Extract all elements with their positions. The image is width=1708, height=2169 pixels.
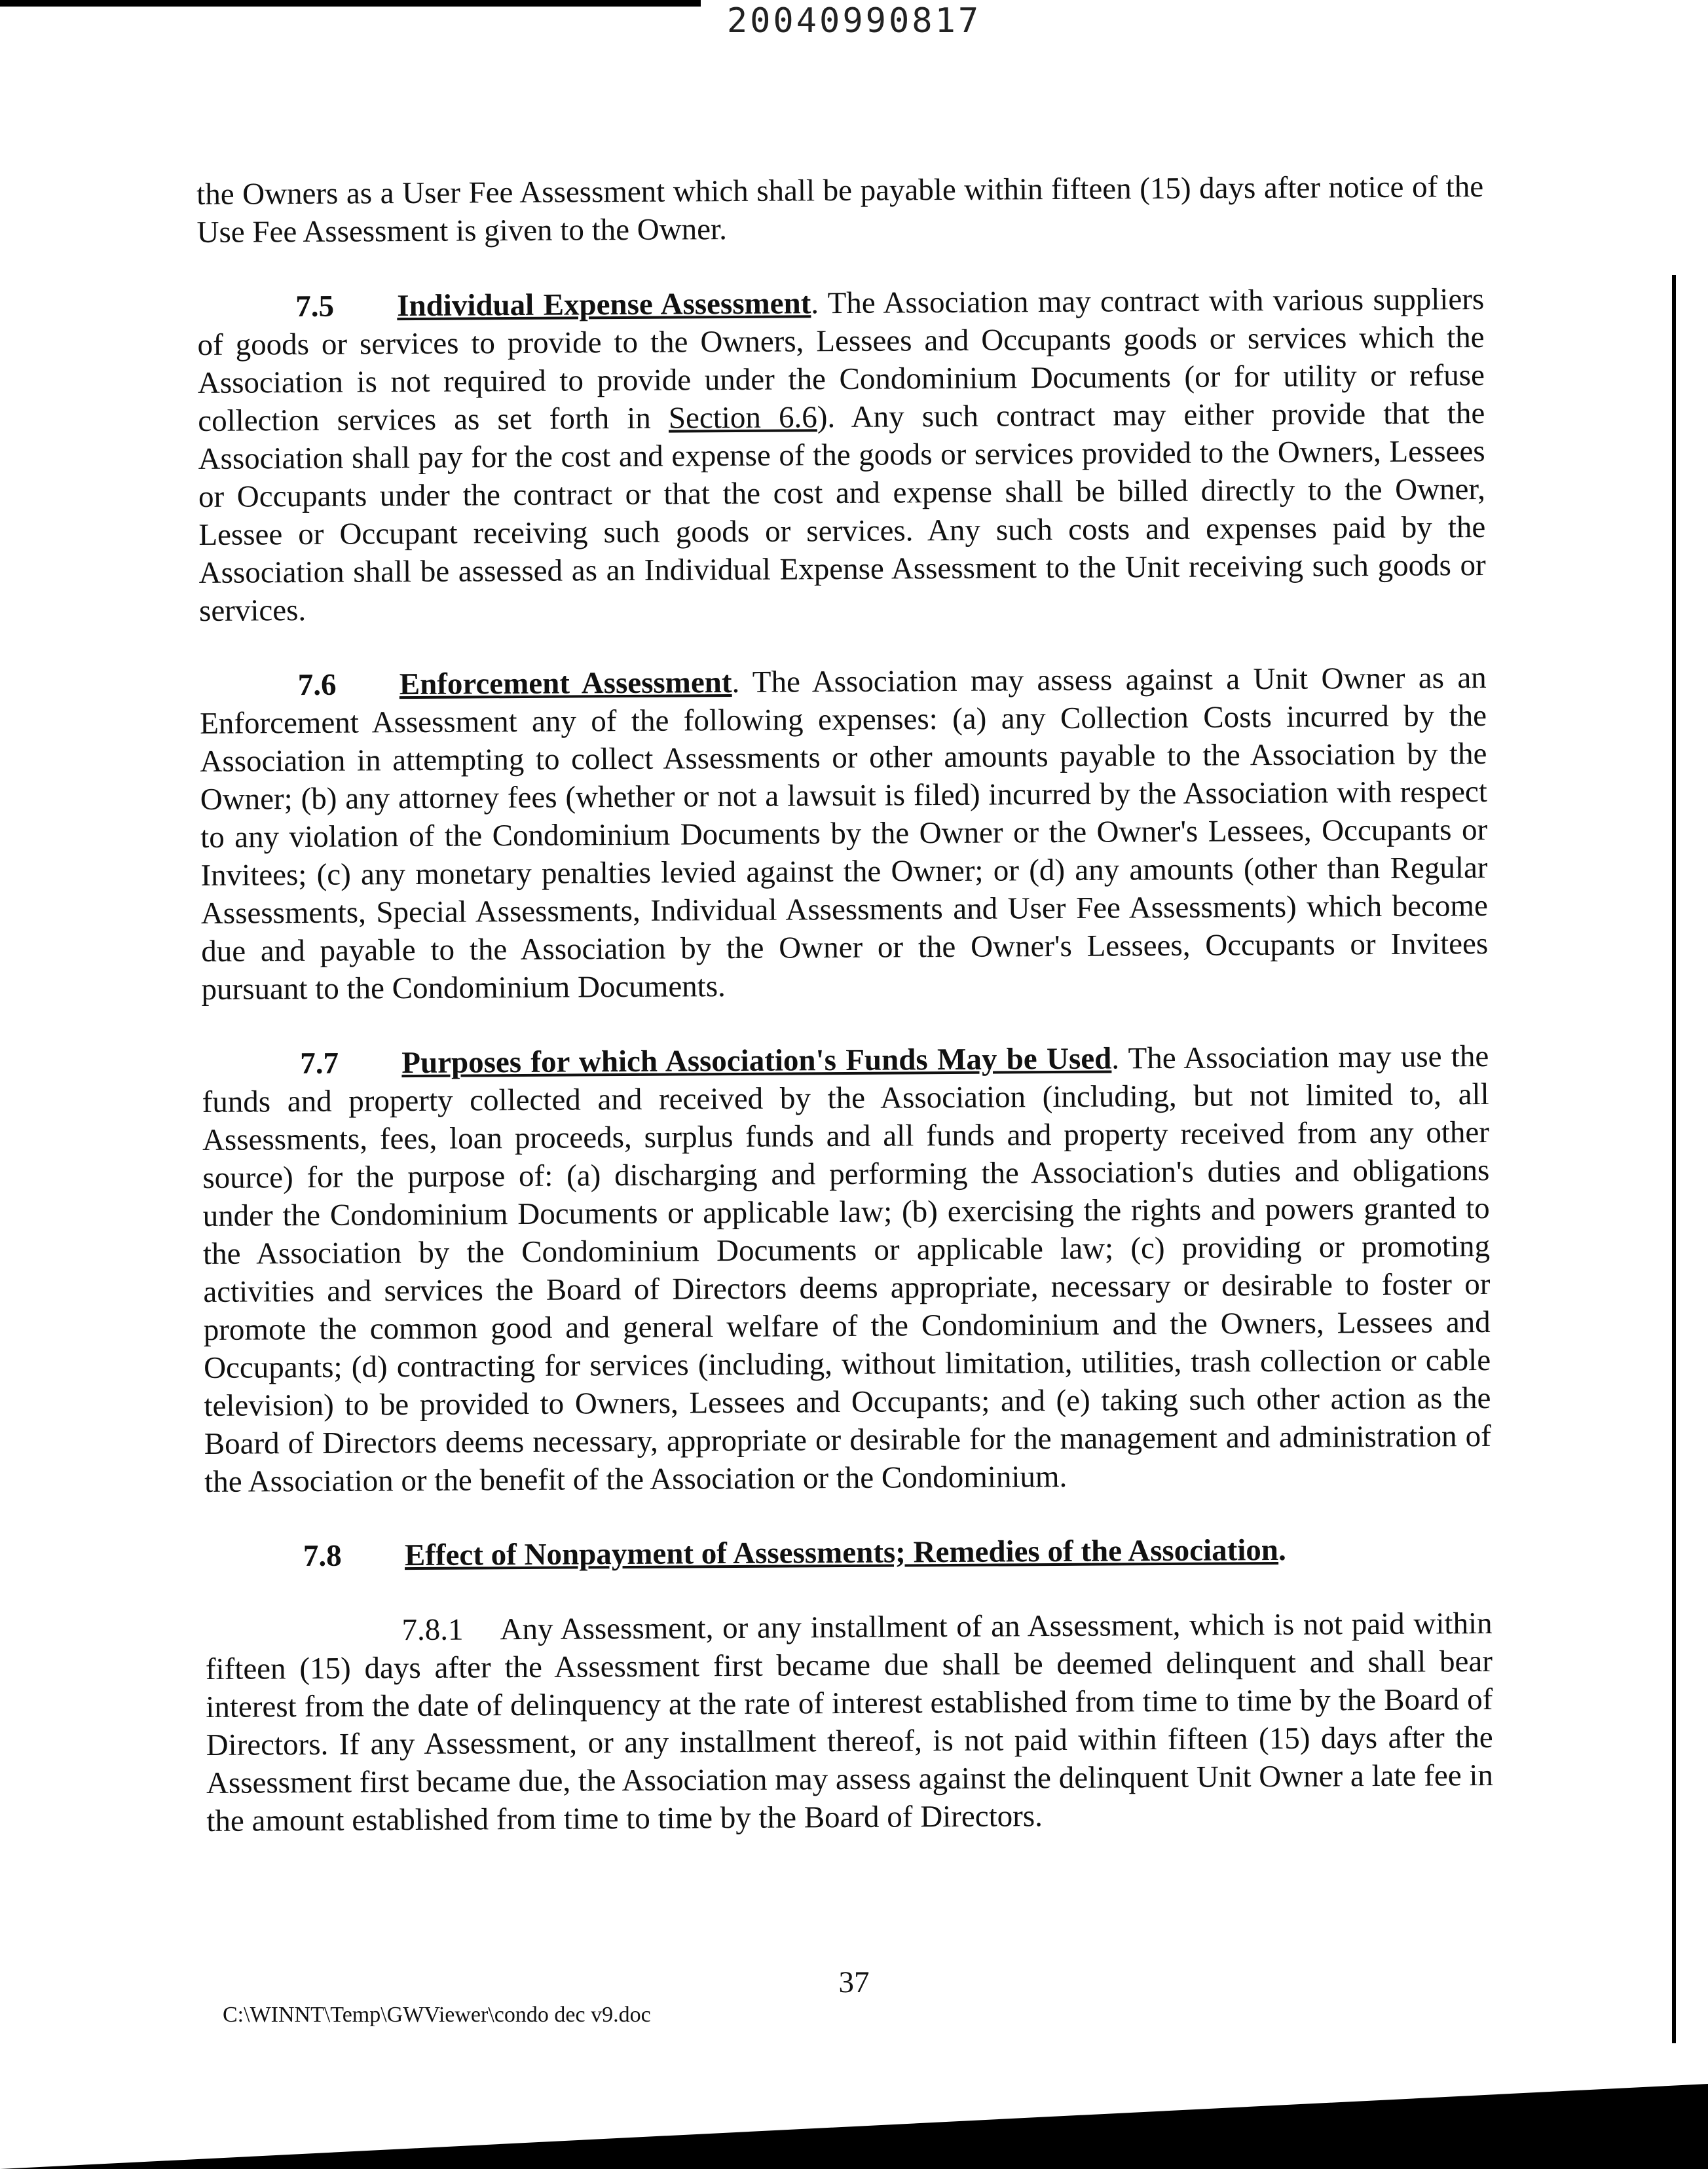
intro-paragraph: the Owners as a User Fee Assessment which shall be payable within fifteen (15) days after notice of the Use Fee Assessment is given to the Owner. — [196, 169, 1484, 250]
section-number: 7.7 — [300, 1046, 339, 1081]
section-title: Enforcement Assessment — [399, 665, 732, 702]
document-body — [196, 168, 1494, 1877]
section-text: . The Association may use the funds and property collected and received by the Association (including, but not limited to, all Assessments, fees, loan proceeds, surplus funds and all funds and property received from any other source) for the purpose of: (a) discharging and performing the Association's duties and obligations under the Condominium Documents or applicable law; (b) exercising the rights and powers granted to the Association by the Condominium Documents or applicable law; (c) providing or promoting activities and services the Board of Directors deems appropriate, necessary or desirable to foster or promote the common good and general welfare of the Condominium and the Owners, Lessees and Occupants; (d) contracting for services (including, without limitation, utilities, trash collection or cable television) to be provided to Owners, Lessees and Occupants; and (e) taking such other action as the Board of Directors deems necessary, appropriate or desirable for the management and administration of the Association or the benefit of the Association or the Condominium. — [202, 1039, 1491, 1499]
section-title-period: . — [1278, 1532, 1286, 1567]
section-7-5 — [197, 280, 1486, 630]
page-number: 37 — [838, 1965, 870, 1999]
section-title: Effect of Nonpayment of Assessments; Remedies of the Association — [404, 1532, 1279, 1573]
section-number: 7.8 — [303, 1538, 342, 1574]
subsection-7-8-1 — [205, 1604, 1493, 1840]
document-number: 20040990817 — [726, 1, 982, 41]
subsection-text: Any Assessment, or any installment of an Assessment, which is not paid within fifteen (15) days after the Assessment first became due shall be deemed delinquent and shall bear interest from the date of delinquency at the rate of interest established from time to time by the Board of Directors. If any Assessment, or any installment thereof, is not paid within fifteen (15) days after the Assessment first became due, the Association may assess against the delinquent Unit Owner a late fee in the amount established from time to time by the Board of Directors. — [205, 1606, 1494, 1838]
section-7-6 — [200, 659, 1489, 1009]
section-text: ). Any such contract may either provide that the Association shall pay for the cost and expense of the goods or services provided to the Owners, Lessees or Occupants under the contract or that the cost and expense shall be billed directly to the Owner, Lessee or Occupant receiving such goods or services. Any such costs and expenses paid by the Association shall be assessed as an Individual Expense Assessment to the Unit receiving such goods or services. — [198, 396, 1486, 628]
section-title: Individual Expense Assessment — [397, 286, 811, 324]
scan-edge-right — [1672, 275, 1676, 2043]
section-7-7 — [202, 1037, 1491, 1501]
scan-edge-bottom — [0, 2084, 1708, 2169]
section-text: . The Association may contract with various suppliers of goods or services to provide to the Owners, Lessees and Occupants goods or services which the Association is not required to provide under the Condominium Documents (or for utility or refuse collection services as set forth in — [197, 282, 1485, 438]
section-title: Purposes for which Association's Funds May be Used — [401, 1041, 1112, 1081]
section-7-8-heading — [303, 1530, 1492, 1575]
section-number: 7.5 — [295, 289, 335, 324]
file-path: C:\WINNT\Temp\GWViewer\condo dec v9.doc — [223, 2003, 651, 2027]
section-number: 7.6 — [297, 667, 337, 703]
subsection-number: 7.8.1 — [401, 1612, 464, 1648]
section-text: . The Association may assess against a Unit Owner as an Enforcement Assessment any of the following expenses: (a) any Collection Costs incurred by the Association in attempting to collect Assessments or other amounts payable to the Association by the Owner; (b) any attorney fees (whether or not a lawsuit is filed) incurred by the Association with respect to any violation of the Condominium Documents by the Owner or the Owner's Lessees, Occupants or Invitees; (c) any monetary penalties levied against the Owner; or (d) any amounts (other than Regular Assessments, Special Assessments, Individual Assessments and User Fee Assessments) which become due and payable to the Association by the Owner or the Owner's Lessees, Occupants or Invitees pursuant to the Condominium Documents. — [199, 660, 1489, 1007]
section-reference-link: Section 6.6 — [668, 400, 817, 436]
